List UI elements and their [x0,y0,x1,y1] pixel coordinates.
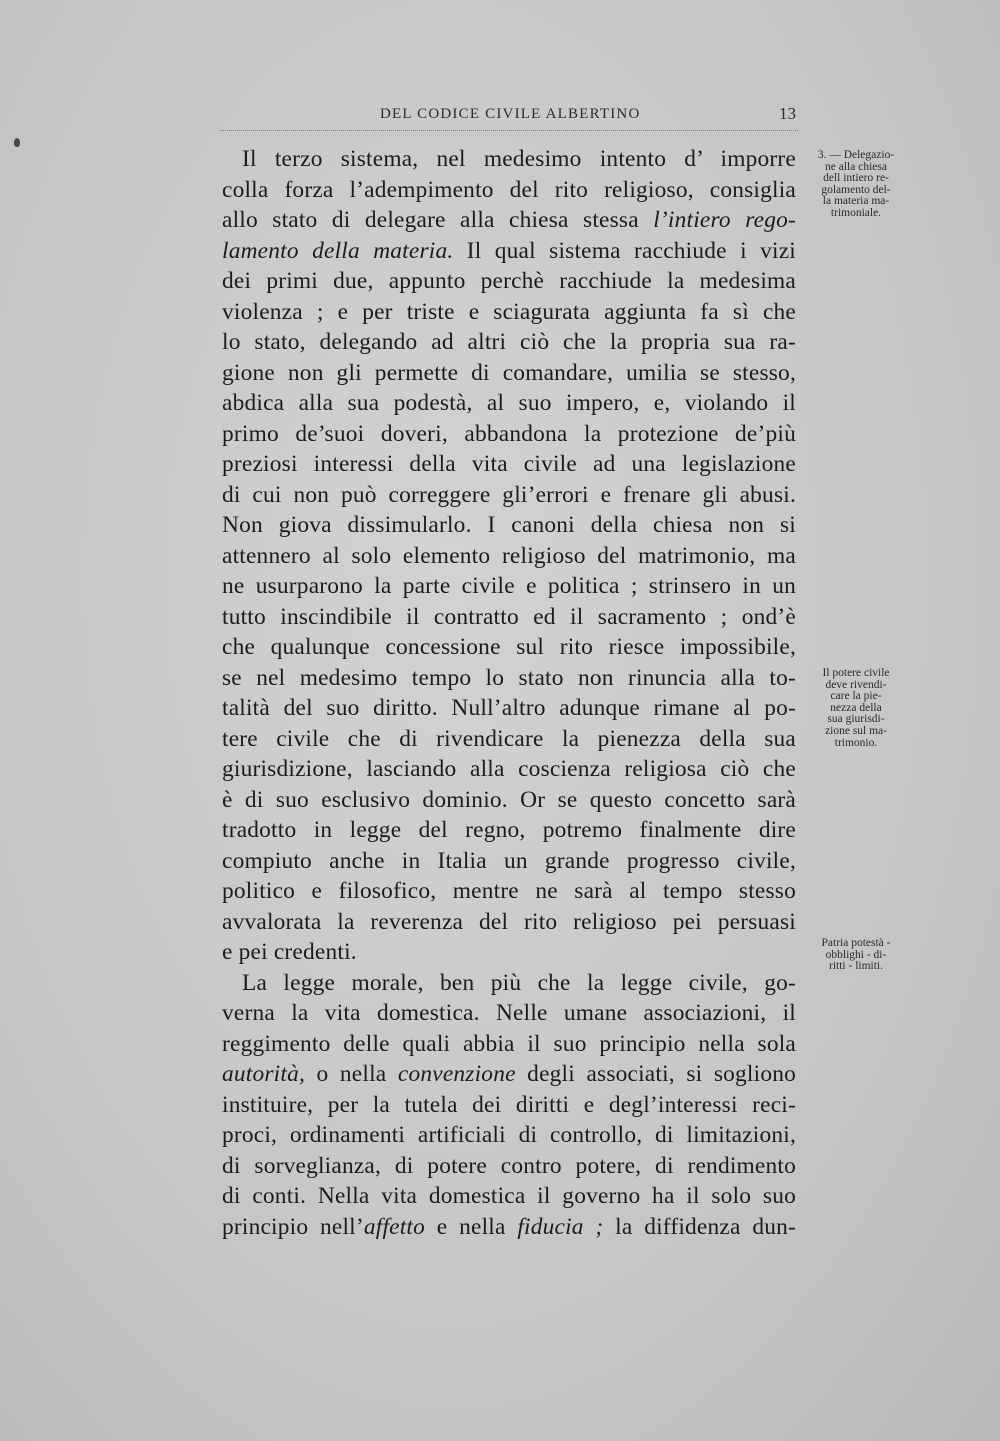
text-line [222,358,796,389]
text-run: tutto inscindibile il contratto ed il sacramento ; ond’è [222,603,796,630]
margin-note-line: ne alla chiesa [825,160,887,173]
text-run: o nella [305,1061,398,1087]
text-line [222,785,796,816]
margin-note-line: trimonio. [834,736,878,749]
text-line [222,815,796,846]
text-run: tere civile che di rivendicare la pienezza della sua [222,725,796,752]
text-run: Non giova dissimularlo. I canoni della chiesa non si [222,512,796,538]
text-run: gione non gli permette di comandare, umilia se stesso, [222,359,796,386]
text-line [222,663,796,694]
text-run: di conti. Nella vita domestica il governo ha il solo suo [222,1183,796,1209]
page-number: 13 [779,104,796,123]
italic-text: convenzione [397,1061,516,1087]
page-header [220,104,798,131]
text-line [222,236,796,267]
text-run: primo de’suoi doveri, abbandona la protezione de’più [222,420,796,447]
text-line [222,1181,796,1212]
text-line [222,1059,796,1090]
text-line [222,205,796,236]
margin-note-line: 3. — Delegazio- [817,149,895,161]
text-run: e nella [425,1213,518,1240]
text-run: violenza ; e per triste e sciagurata aggiunta fa sì che [222,298,796,325]
text-line [222,144,796,175]
text-line [222,480,796,511]
margin-note-line: trimoniale. [830,206,882,219]
text-line [222,541,796,572]
margin-note-line: care la pie- [830,690,882,703]
text-run: la diffidenza dun- [603,1213,796,1240]
text-line [222,266,796,297]
text-line [222,693,796,724]
text-line [222,175,796,206]
margin-note-line: la materia ma- [822,195,890,208]
text-line [222,510,796,541]
margin-note-line: Patria potestà - [821,937,891,949]
text-run: allo stato di delegare alla chiesa stessa [222,207,654,233]
margin-note-line: dell intiero re- [823,172,889,185]
ink-speck [14,138,20,147]
text-line [222,724,796,755]
text-run: verna la vita domestica. Nelle umane associazioni, il [222,1000,796,1026]
text-line [222,449,796,480]
italic-text: autorità, [222,1061,306,1087]
text-run: instituire, per la tutela dei diritti e degl’interessi reci- [222,1091,796,1118]
text-run: se nel medesimo tempo lo stato non rinuncia alla to- [222,664,796,691]
text-line [222,1212,796,1243]
text-line [222,998,796,1029]
text-run: tradotto in legge del regno, potremo finalmente dire [222,817,796,843]
text-line [222,297,796,328]
text-line [222,388,796,419]
text-run: La legge morale, ben più che la legge civile, go- [242,969,796,996]
text-line [222,846,796,877]
margin-note-line: zione sul ma- [825,724,887,737]
text-run: avvalorata la reverenza del rito religioso pei persuasi [222,908,796,935]
text-line [222,1120,796,1151]
text-run: principio nell’ [222,1213,364,1240]
margin-note-potere-civile [800,668,912,749]
text-run: giurisdizione, lasciando alla coscienza religiosa ciò che [222,756,796,782]
text-line [222,754,796,785]
text-run: abdica alla sua podestà, al suo impero, e, violando il [222,390,796,416]
italic-text: lamento della materia. [222,237,454,264]
text-line [222,1151,796,1182]
margin-note-line: nezza della [830,701,882,714]
text-line [222,1090,796,1121]
text-line [222,968,796,999]
text-line [222,571,796,602]
text-run: compiuto anche in Italia un grande progresso civile, [222,847,796,874]
running-title: DEL CODICE CIVILE ALBERTINO [380,106,641,122]
text-line [222,1029,796,1060]
text-run: è di suo esclusivo dominio. Or se questo concetto sarà [222,786,796,813]
text-run: dei primi due, appunto perchè racchiude la medesima [222,268,796,294]
text-line [222,327,796,358]
text-run: talità del suo diritto. Null’altro adunque rimane al po- [222,695,796,721]
text-run: che qualunque concessione sul rito riesce impossibile, [222,634,796,660]
text-run: preziosi interessi della vita civile ad una legislazione [222,451,796,477]
text-run: attennero al solo elemento religioso del matrimonio, ma [222,542,796,569]
text-run: degli associati, si sogliono [515,1061,797,1087]
margin-note-line: ritti - limiti. [829,960,883,973]
italic-text: l’intiero rego- [653,207,797,233]
text-line [222,937,796,968]
margin-note-line: deve rivendi- [825,678,887,691]
text-line [222,907,796,938]
text-line [222,876,796,907]
text-run: lo stato, delegando ad altri ciò che la propria sua ra- [222,329,796,355]
margin-note-line: Il potere civile [822,667,890,679]
text-run: colla forza l’adempimento del rito religioso, consiglia [222,176,796,203]
italic-text: affetto [363,1213,426,1240]
margin-note-patria-potesta [800,938,912,973]
text-run: reggimento delle quali abbia il suo principio nella sola [222,1030,796,1057]
margin-note-line: golamento del- [821,183,891,196]
margin-note-line: sua giurisdi- [827,713,885,726]
text-run: Il qual sistema racchiude i vizi [453,237,796,264]
text-run: proci, ordinamenti artificiali di controllo, di limitazioni, [222,1122,796,1148]
text-run: di sorveglianza, di potere contro potere, di rendimento [222,1152,796,1179]
margin-note-delegazione [800,150,912,220]
text-line [222,632,796,663]
text-line [222,602,796,633]
text-run: Il terzo sistema, nel medesimo intento d’ imporre [242,146,796,172]
text-run: e pei credenti. [222,939,357,965]
text-run: politico e filosofico, mentre ne sarà al tempo stesso [222,878,796,904]
text-run: ne usurparono la parte civile e politica ; strinsero in un [222,573,796,599]
body-text [222,144,796,1242]
text-run: di cui non può correggere gli’errori e frenare gli abusi. [222,481,796,508]
italic-text: fiducia ; [517,1213,604,1240]
margin-note-line: obblighi - di- [825,948,887,961]
text-line [222,419,796,450]
